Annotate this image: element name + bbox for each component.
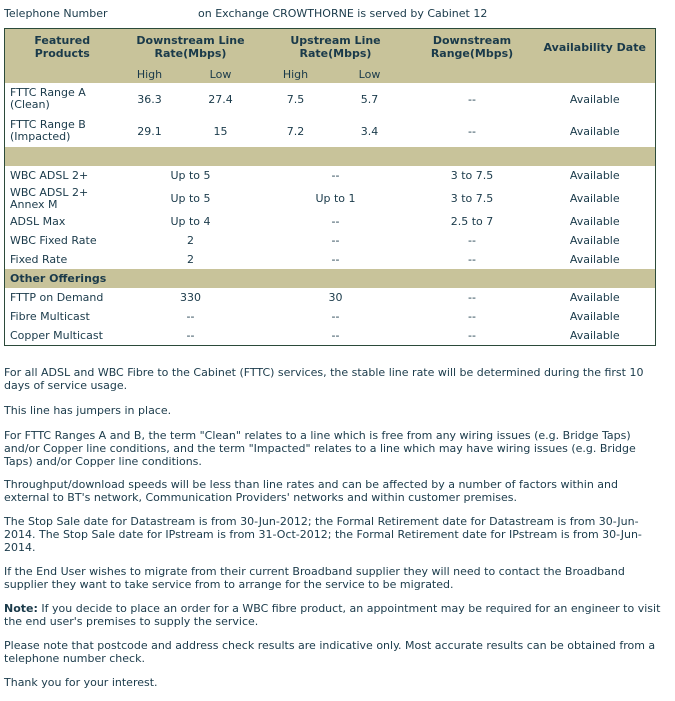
- downstream-range: --: [468, 124, 476, 138]
- other-offerings-row: [5, 269, 656, 288]
- note-postcode: Please note that postcode and address check results are indicative only. Most accurate results can be obtained from a telephone number check.: [4, 639, 656, 665]
- col-downstream-range: Downstream Range(Mbps): [410, 29, 535, 66]
- table-row: [5, 326, 656, 346]
- product-name: ADSL Max: [10, 214, 66, 228]
- upstream-rate: --: [331, 215, 340, 228]
- table-row: [5, 250, 656, 269]
- product-name: FTTC Range B (Impacted): [10, 118, 86, 143]
- downstream-range: 3 to 7.5: [450, 192, 494, 205]
- up-high: 7.2: [286, 124, 305, 138]
- col-availability-date: Availability Date: [535, 29, 656, 66]
- downstream-range: 3 to 7.5: [450, 169, 494, 182]
- sub-up-high: High: [262, 65, 330, 83]
- downstream-range: --: [468, 291, 476, 304]
- upstream-rate: Up to 1: [315, 192, 356, 205]
- header-line: [4, 7, 664, 21]
- upstream-rate: --: [331, 234, 340, 247]
- availability: Available: [569, 234, 620, 247]
- note-appointment-text: If you decide to place an order for a WBC fibre product, an appointment may be required for an engineer to visit the end user's premises to supply the service.: [4, 602, 661, 628]
- downstream-range: --: [468, 234, 476, 247]
- availability: Available: [569, 92, 620, 106]
- availability: Available: [569, 310, 620, 323]
- availability: Available: [569, 253, 620, 266]
- note-label: Note:: [4, 602, 38, 615]
- table-header-row: [5, 29, 656, 66]
- product-name: Copper Multicast: [10, 328, 103, 342]
- sub-empty-date: [535, 65, 656, 83]
- product-name: Fixed Rate: [10, 252, 68, 266]
- up-low: 5.7: [360, 92, 379, 106]
- note-throughput: Throughput/download speeds will be less than line rates and can be affected by a number of factors within and external to BT's network, Communication Providers' networks and within customer premises.: [4, 478, 619, 504]
- note-clean-impacted: For FTTC Ranges A and B, the term "Clean" relates to a line which is free from any wiring issues (e.g. Bridge Taps) and/or Copper line conditions, and the term "Impacted" relates to a line which may have wiring issues (e.g. Bridge Taps) and/or Copper line conditions.: [4, 429, 636, 468]
- availability: Available: [569, 329, 620, 342]
- product-name: WBC Fixed Rate: [10, 233, 97, 247]
- upstream-rate: --: [331, 310, 340, 323]
- downstream-rate: --: [186, 329, 195, 342]
- note-thanks: Thank you for your interest.: [4, 676, 158, 689]
- downstream-range: --: [468, 310, 476, 323]
- upstream-rate: 30: [328, 291, 343, 304]
- downstream-range: --: [468, 92, 476, 106]
- down-low: 27.4: [208, 92, 233, 106]
- sub-down-low: Low: [180, 65, 262, 83]
- downstream-range: --: [468, 329, 476, 342]
- up-high: 7.5: [286, 92, 305, 106]
- table-row: [5, 231, 656, 250]
- upstream-rate: --: [331, 329, 340, 342]
- downstream-rate: 330: [180, 291, 201, 304]
- note-stable-rate: For all ADSL and WBC Fibre to the Cabinet (FTTC) services, the stable line rate will be determined during the first 10 days of service usage.: [4, 366, 644, 392]
- product-name: WBC ADSL 2+: [10, 168, 89, 182]
- table-row: [5, 83, 656, 115]
- note-migration: If the End User wishes to migrate from their current Broadband supplier they will need to contact the Broadband supplier they want to take service from to arrange for the service to be migrated.: [4, 565, 625, 591]
- exchange-text: on Exchange CROWTHORNE is served by Cabinet 12: [198, 7, 488, 20]
- down-high: 36.3: [137, 92, 162, 106]
- section-divider: [5, 147, 656, 166]
- downstream-rate: 2: [187, 253, 194, 266]
- downstream-rate: Up to 5: [170, 192, 211, 205]
- downstream-rate: Up to 4: [170, 215, 211, 228]
- table-row: [5, 307, 656, 326]
- upstream-rate: --: [331, 253, 340, 266]
- upstream-rate: --: [331, 169, 340, 182]
- sub-header-row: [5, 65, 656, 83]
- col-products: Featured Products: [5, 29, 120, 66]
- downstream-rate: 2: [187, 234, 194, 247]
- table-row: [5, 115, 656, 147]
- down-low: 15: [213, 124, 228, 138]
- table-row: [5, 212, 656, 231]
- availability: Available: [569, 124, 620, 138]
- note-jumpers: This line has jumpers in place.: [4, 404, 172, 417]
- product-name: Fibre Multicast: [10, 309, 90, 323]
- telephone-label: Telephone Number: [4, 7, 108, 20]
- table-row: [5, 288, 656, 307]
- note-stop-sale: The Stop Sale date for Datastream is from 30-Jun-2012; the Formal Retirement date for Datastream is from 30-Jun-2014. The Stop Sale date for IPstream is from 31-Oct-2012; the Formal Retirement date for IPstream is from 30-Jun-2014.: [4, 515, 642, 554]
- col-downstream-line: Downstream Line Rate(Mbps): [120, 29, 262, 66]
- product-name: FTTC Range A (Clean): [10, 86, 86, 111]
- availability-table: [4, 28, 656, 346]
- sub-empty: [5, 65, 120, 83]
- product-name: WBC ADSL 2+ Annex M: [10, 185, 89, 211]
- availability: Available: [569, 291, 620, 304]
- up-low: 3.4: [360, 124, 379, 138]
- other-offerings-label: Other Offerings: [5, 269, 656, 288]
- table-row: [5, 166, 656, 185]
- sub-up-low: Low: [330, 65, 410, 83]
- availability: Available: [569, 192, 620, 205]
- downstream-rate: Up to 5: [170, 169, 211, 182]
- downstream-rate: --: [186, 310, 195, 323]
- down-high: 29.1: [137, 124, 162, 138]
- sub-down-high: High: [120, 65, 180, 83]
- table-row: [5, 185, 656, 212]
- product-name: FTTP on Demand: [10, 290, 104, 304]
- availability: Available: [569, 169, 620, 182]
- sub-empty-range: [410, 65, 535, 83]
- col-upstream-line: Upstream Line Rate(Mbps): [262, 29, 410, 66]
- availability: Available: [569, 215, 620, 228]
- downstream-range: 2.5 to 7: [450, 215, 494, 228]
- downstream-range: --: [468, 253, 476, 266]
- note-appointment: [4, 602, 666, 628]
